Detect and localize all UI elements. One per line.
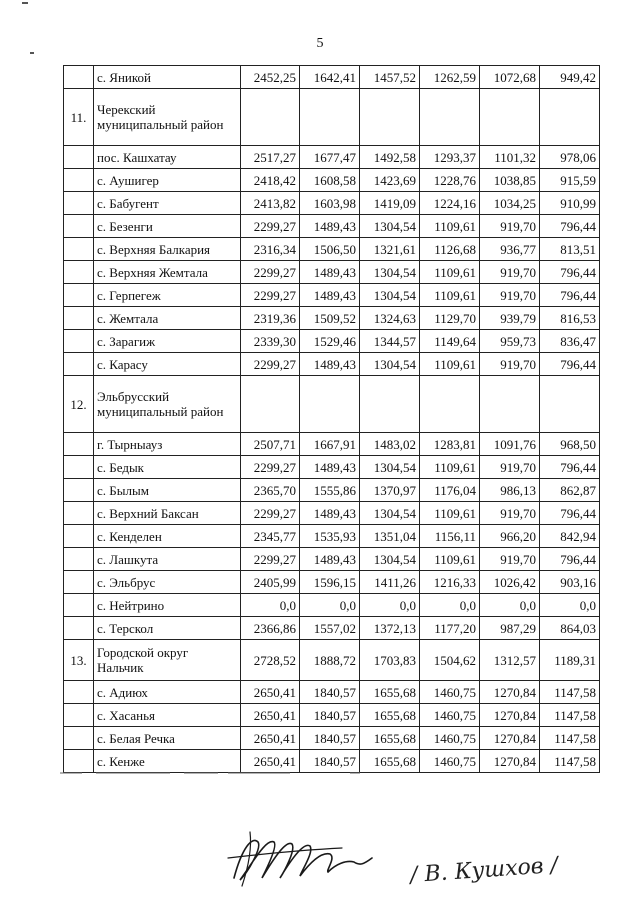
page-number: 5 (316, 36, 324, 51)
rate-col-1-cell: 0,0 (241, 594, 300, 617)
row-number-cell (64, 284, 94, 307)
settlement-name-cell: с. Нейтрино (94, 594, 241, 617)
settlement-name-cell: Городской округ Нальчик (94, 640, 241, 681)
table-row (64, 284, 600, 307)
rate-col-1-cell: 2507,71 (241, 433, 300, 456)
row-number-cell (64, 594, 94, 617)
table-row (64, 525, 600, 548)
rate-col-1-cell: 2650,41 (241, 681, 300, 704)
rate-col-4-cell: 1156,11 (420, 525, 480, 548)
rate-col-6-cell: 949,42 (540, 66, 600, 89)
rate-col-4-cell: 1109,61 (420, 456, 480, 479)
table-row (64, 479, 600, 502)
rate-col-2-cell: 1489,43 (300, 284, 360, 307)
rate-col-3-cell: 1344,57 (360, 330, 420, 353)
rate-col-3-cell: 1492,58 (360, 146, 420, 169)
settlement-name-cell: с. Адиюх (94, 681, 241, 704)
rate-col-2-cell: 1840,57 (300, 750, 360, 773)
table-row (64, 169, 600, 192)
table-row (64, 238, 600, 261)
rate-col-5-cell: 936,77 (480, 238, 540, 261)
rate-col-3-cell: 1457,52 (360, 66, 420, 89)
rate-col-3-cell: 1655,68 (360, 727, 420, 750)
rate-col-6-cell: 910,99 (540, 192, 600, 215)
row-number-cell (64, 215, 94, 238)
rate-col-4-cell: 1109,61 (420, 215, 480, 238)
rate-col-2-cell: 0,0 (300, 594, 360, 617)
rate-col-6-cell (540, 376, 600, 433)
rate-col-2-cell: 1608,58 (300, 169, 360, 192)
rate-col-5-cell: 919,70 (480, 502, 540, 525)
settlement-name-cell: с. Верхняя Балкария (94, 238, 241, 261)
rate-col-6-cell: 864,03 (540, 617, 600, 640)
rates-table (63, 65, 600, 773)
settlement-name-cell: с. Безенги (94, 215, 241, 238)
rate-col-2-cell (300, 89, 360, 146)
rate-col-1-cell: 2650,41 (241, 727, 300, 750)
rate-col-5-cell: 1026,42 (480, 571, 540, 594)
rate-col-5-cell: 966,20 (480, 525, 540, 548)
settlement-name-cell: с. Лашкута (94, 548, 241, 571)
rate-col-6-cell: 796,44 (540, 261, 600, 284)
rate-col-5-cell: 1312,57 (480, 640, 540, 681)
row-number-cell (64, 330, 94, 353)
rate-col-6-cell: 1147,58 (540, 750, 600, 773)
rate-col-3-cell (360, 89, 420, 146)
table-row (64, 571, 600, 594)
rate-col-3-cell: 1304,54 (360, 284, 420, 307)
rate-col-6-cell: 796,44 (540, 215, 600, 238)
rate-col-3-cell: 1304,54 (360, 215, 420, 238)
table-row (64, 750, 600, 773)
rate-col-2-cell: 1840,57 (300, 704, 360, 727)
rate-col-1-cell: 2413,82 (241, 192, 300, 215)
row-number-cell (64, 525, 94, 548)
table-row (64, 215, 600, 238)
rate-col-1-cell: 2418,42 (241, 169, 300, 192)
settlement-name-cell: с. Кенже (94, 750, 241, 773)
rate-col-2-cell: 1557,02 (300, 617, 360, 640)
rate-col-4-cell: 1176,04 (420, 479, 480, 502)
rate-col-4-cell: 1216,33 (420, 571, 480, 594)
rate-col-5-cell: 1270,84 (480, 704, 540, 727)
table-row (64, 727, 600, 750)
rate-col-1-cell: 2339,30 (241, 330, 300, 353)
rate-col-1-cell: 2728,52 (241, 640, 300, 681)
rate-col-2-cell: 1667,91 (300, 433, 360, 456)
rate-col-6-cell: 836,47 (540, 330, 600, 353)
rate-col-1-cell: 2299,27 (241, 284, 300, 307)
rate-col-5-cell: 919,70 (480, 456, 540, 479)
rate-col-5-cell: 919,70 (480, 353, 540, 376)
table-row (64, 307, 600, 330)
rate-col-1-cell (241, 376, 300, 433)
table-row (64, 261, 600, 284)
rate-col-4-cell: 1262,59 (420, 66, 480, 89)
rate-col-5-cell (480, 376, 540, 433)
rate-col-2-cell: 1642,41 (300, 66, 360, 89)
rate-col-2-cell: 1489,43 (300, 456, 360, 479)
rate-col-2-cell: 1529,46 (300, 330, 360, 353)
table-row (64, 548, 600, 571)
rate-col-4-cell: 1109,61 (420, 353, 480, 376)
rate-col-5-cell: 919,70 (480, 215, 540, 238)
rate-col-4-cell: 1228,76 (420, 169, 480, 192)
rate-col-2-cell: 1489,43 (300, 502, 360, 525)
rate-col-2-cell: 1489,43 (300, 215, 360, 238)
rate-col-2-cell: 1506,50 (300, 238, 360, 261)
table-row (64, 456, 600, 479)
rate-col-5-cell: 987,29 (480, 617, 540, 640)
rate-col-6-cell: 796,44 (540, 353, 600, 376)
row-number-cell: 12. (64, 376, 94, 433)
table-row (64, 146, 600, 169)
row-number-cell (64, 681, 94, 704)
rate-col-1-cell: 2319,36 (241, 307, 300, 330)
rate-col-6-cell: 816,53 (540, 307, 600, 330)
row-number-cell (64, 479, 94, 502)
rate-col-3-cell: 1419,09 (360, 192, 420, 215)
rate-col-6-cell: 1147,58 (540, 681, 600, 704)
rate-col-1-cell: 2299,27 (241, 261, 300, 284)
signature-name: / В. Кушхов / (409, 852, 559, 889)
rate-col-3-cell: 0,0 (360, 594, 420, 617)
rate-col-6-cell: 1189,31 (540, 640, 600, 681)
rate-col-4-cell: 1460,75 (420, 750, 480, 773)
row-number-cell (64, 704, 94, 727)
rate-col-4-cell: 1283,81 (420, 433, 480, 456)
rate-col-2-cell: 1840,57 (300, 727, 360, 750)
settlement-name-cell: с. Яникой (94, 66, 241, 89)
rate-col-3-cell: 1372,13 (360, 617, 420, 640)
rate-col-5-cell: 1034,25 (480, 192, 540, 215)
table-row (64, 640, 600, 681)
row-number-cell (64, 750, 94, 773)
settlement-name-cell: пос. Кашхатау (94, 146, 241, 169)
rate-col-3-cell: 1483,02 (360, 433, 420, 456)
rate-col-2-cell: 1489,43 (300, 548, 360, 571)
rate-col-4-cell: 1109,61 (420, 284, 480, 307)
rate-col-3-cell: 1351,04 (360, 525, 420, 548)
table-row (64, 681, 600, 704)
rate-col-6-cell: 813,51 (540, 238, 600, 261)
rate-col-5-cell: 0,0 (480, 594, 540, 617)
row-number-cell (64, 353, 94, 376)
rate-col-2-cell: 1603,98 (300, 192, 360, 215)
rate-col-4-cell: 1177,20 (420, 617, 480, 640)
rate-col-2-cell: 1509,52 (300, 307, 360, 330)
table-row (64, 66, 600, 89)
rate-col-4-cell: 1460,75 (420, 681, 480, 704)
rate-col-5-cell: 939,79 (480, 307, 540, 330)
rate-col-5-cell: 919,70 (480, 261, 540, 284)
rate-col-6-cell: 862,87 (540, 479, 600, 502)
rate-col-4-cell: 1109,61 (420, 502, 480, 525)
settlement-name-cell: с. Жемтала (94, 307, 241, 330)
row-number-cell (64, 727, 94, 750)
rate-col-5-cell: 1270,84 (480, 727, 540, 750)
rate-col-1-cell: 2365,70 (241, 479, 300, 502)
table-row (64, 502, 600, 525)
settlement-name-cell: с. Бедык (94, 456, 241, 479)
rate-col-5-cell: 1270,84 (480, 681, 540, 704)
rate-col-3-cell: 1655,68 (360, 681, 420, 704)
rate-col-4-cell: 1149,64 (420, 330, 480, 353)
rate-col-5-cell: 986,13 (480, 479, 540, 502)
rate-col-3-cell: 1324,63 (360, 307, 420, 330)
row-number-cell: 13. (64, 640, 94, 681)
rate-col-3-cell: 1304,54 (360, 502, 420, 525)
rate-col-3-cell: 1304,54 (360, 456, 420, 479)
rate-col-3-cell: 1304,54 (360, 548, 420, 571)
settlement-name-cell: с. Белая Речка (94, 727, 241, 750)
rate-col-4-cell: 1504,62 (420, 640, 480, 681)
rate-col-4-cell: 0,0 (420, 594, 480, 617)
rate-col-6-cell: 1147,58 (540, 704, 600, 727)
rate-col-5-cell: 959,73 (480, 330, 540, 353)
row-number-cell (64, 146, 94, 169)
rate-col-4-cell: 1109,61 (420, 548, 480, 571)
rate-col-4-cell: 1109,61 (420, 261, 480, 284)
rate-col-4-cell: 1224,16 (420, 192, 480, 215)
rate-col-6-cell: 796,44 (540, 456, 600, 479)
settlement-name-cell: с. Верхний Баксан (94, 502, 241, 525)
settlement-name-cell: г. Тырныауз (94, 433, 241, 456)
rate-col-3-cell: 1655,68 (360, 750, 420, 773)
rate-col-1-cell: 2316,34 (241, 238, 300, 261)
rate-col-2-cell: 1596,15 (300, 571, 360, 594)
settlement-name-cell: Эльбрусский муниципальный район (94, 376, 241, 433)
rate-col-1-cell: 2517,27 (241, 146, 300, 169)
rate-col-1-cell: 2299,27 (241, 548, 300, 571)
rate-col-1-cell (241, 89, 300, 146)
rate-col-3-cell: 1703,83 (360, 640, 420, 681)
settlement-name-cell: с. Былым (94, 479, 241, 502)
rate-col-4-cell: 1293,37 (420, 146, 480, 169)
row-number-cell (64, 307, 94, 330)
settlement-name-cell: с. Зарагиж (94, 330, 241, 353)
rate-col-1-cell: 2650,41 (241, 704, 300, 727)
row-number-cell: 11. (64, 89, 94, 146)
row-number-cell (64, 617, 94, 640)
settlement-name-cell: с. Аушигер (94, 169, 241, 192)
rate-col-2-cell: 1840,57 (300, 681, 360, 704)
rate-col-3-cell: 1304,54 (360, 261, 420, 284)
rate-col-3-cell: 1423,69 (360, 169, 420, 192)
row-number-cell (64, 261, 94, 284)
footer-rule (60, 772, 360, 774)
settlement-name-cell: с. Терскол (94, 617, 241, 640)
rate-col-2-cell (300, 376, 360, 433)
rate-col-2-cell: 1888,72 (300, 640, 360, 681)
rate-col-3-cell: 1370,97 (360, 479, 420, 502)
rate-col-6-cell: 978,06 (540, 146, 600, 169)
rate-col-5-cell: 919,70 (480, 548, 540, 571)
rate-col-1-cell: 2452,25 (241, 66, 300, 89)
rates-table-body (64, 66, 600, 773)
row-number-cell (64, 433, 94, 456)
rate-col-1-cell: 2650,41 (241, 750, 300, 773)
rate-col-2-cell: 1489,43 (300, 353, 360, 376)
settlement-name-cell: Черекский муниципальный район (94, 89, 241, 146)
rate-col-5-cell: 1270,84 (480, 750, 540, 773)
rate-col-1-cell: 2299,27 (241, 456, 300, 479)
rate-col-6-cell (540, 89, 600, 146)
rate-col-6-cell: 1147,58 (540, 727, 600, 750)
rate-col-6-cell: 842,94 (540, 525, 600, 548)
rate-col-5-cell: 1038,85 (480, 169, 540, 192)
rate-col-4-cell: 1129,70 (420, 307, 480, 330)
rate-col-4-cell (420, 376, 480, 433)
rate-col-6-cell: 915,59 (540, 169, 600, 192)
scan-mark-top (22, 2, 28, 4)
row-number-cell (64, 548, 94, 571)
rate-col-5-cell (480, 89, 540, 146)
rate-col-1-cell: 2299,27 (241, 502, 300, 525)
rate-col-6-cell: 903,16 (540, 571, 600, 594)
rate-col-2-cell: 1555,86 (300, 479, 360, 502)
rate-col-3-cell: 1655,68 (360, 704, 420, 727)
rate-col-3-cell: 1321,61 (360, 238, 420, 261)
table-row (64, 89, 600, 146)
rate-col-4-cell: 1460,75 (420, 704, 480, 727)
rate-col-1-cell: 2299,27 (241, 215, 300, 238)
rate-col-5-cell: 919,70 (480, 284, 540, 307)
rate-col-6-cell: 968,50 (540, 433, 600, 456)
rate-col-4-cell: 1126,68 (420, 238, 480, 261)
settlement-name-cell: с. Верхняя Жемтала (94, 261, 241, 284)
rate-col-5-cell: 1101,32 (480, 146, 540, 169)
table-row (64, 330, 600, 353)
rate-col-2-cell: 1535,93 (300, 525, 360, 548)
settlement-name-cell: с. Хасанья (94, 704, 241, 727)
rate-col-4-cell: 1460,75 (420, 727, 480, 750)
table-row (64, 433, 600, 456)
settlement-name-cell: с. Кенделен (94, 525, 241, 548)
row-number-cell (64, 169, 94, 192)
rate-col-3-cell: 1411,26 (360, 571, 420, 594)
table-row (64, 594, 600, 617)
rate-col-3-cell (360, 376, 420, 433)
settlement-name-cell: с. Герпегеж (94, 284, 241, 307)
row-number-cell (64, 238, 94, 261)
rate-col-3-cell: 1304,54 (360, 353, 420, 376)
rate-col-4-cell (420, 89, 480, 146)
rate-col-2-cell: 1489,43 (300, 261, 360, 284)
rate-col-2-cell: 1677,47 (300, 146, 360, 169)
rate-col-1-cell: 2405,99 (241, 571, 300, 594)
row-number-cell (64, 192, 94, 215)
rate-col-6-cell: 796,44 (540, 502, 600, 525)
table-row (64, 617, 600, 640)
rate-col-6-cell: 796,44 (540, 284, 600, 307)
rate-col-1-cell: 2345,77 (241, 525, 300, 548)
table-row (64, 376, 600, 433)
row-number-cell (64, 66, 94, 89)
rate-col-5-cell: 1072,68 (480, 66, 540, 89)
row-number-cell (64, 502, 94, 525)
rate-col-5-cell: 1091,76 (480, 433, 540, 456)
settlement-name-cell: с. Карасу (94, 353, 241, 376)
settlement-name-cell: с. Эльбрус (94, 571, 241, 594)
table-row (64, 353, 600, 376)
row-number-cell (64, 571, 94, 594)
rate-col-1-cell: 2299,27 (241, 353, 300, 376)
settlement-name-cell: с. Бабугент (94, 192, 241, 215)
table-row (64, 704, 600, 727)
handwritten-signature (222, 828, 382, 888)
rate-col-1-cell: 2366,86 (241, 617, 300, 640)
table-row (64, 192, 600, 215)
row-number-cell (64, 456, 94, 479)
rate-col-6-cell: 796,44 (540, 548, 600, 571)
rate-col-6-cell: 0,0 (540, 594, 600, 617)
scan-mark-side (30, 52, 34, 54)
